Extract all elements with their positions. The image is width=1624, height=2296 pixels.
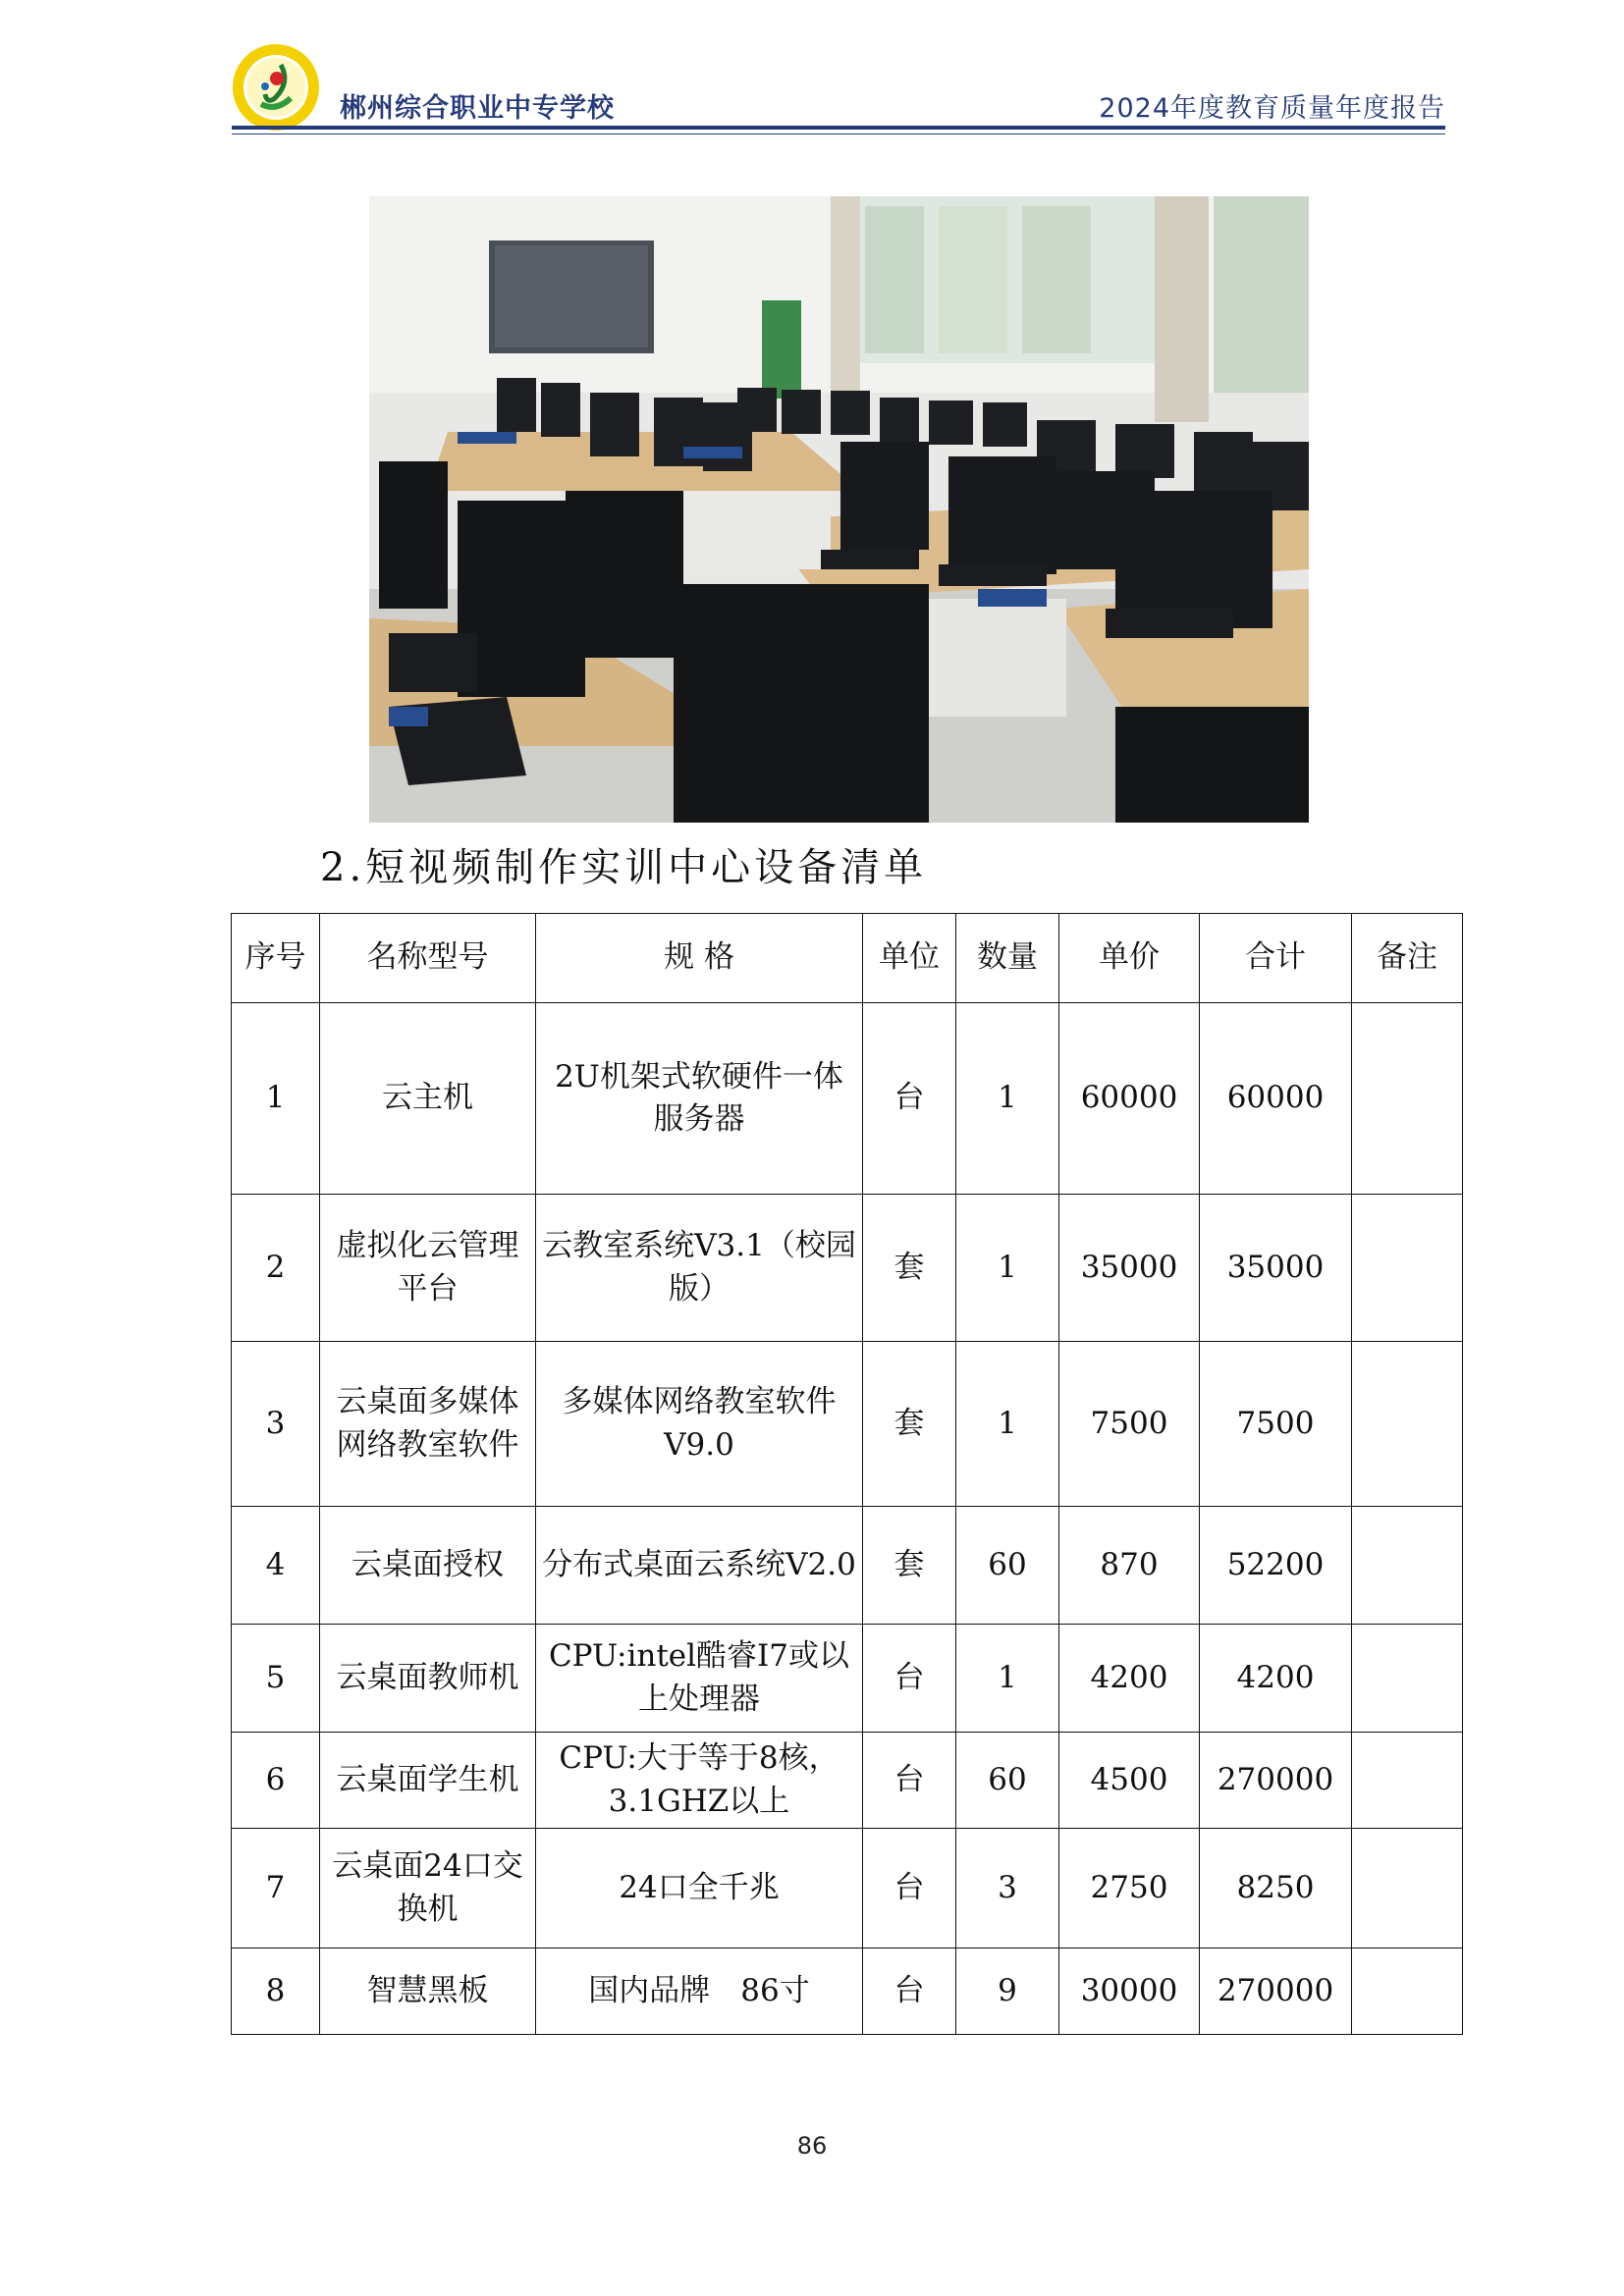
cell-no: 6 <box>232 1733 320 1829</box>
cell-qty: 60 <box>956 1733 1059 1829</box>
cell-note <box>1352 1507 1463 1625</box>
cell-name: 云桌面24口交换机 <box>320 1829 536 1949</box>
cell-name: 云主机 <box>320 1003 536 1195</box>
header-total: 合计 <box>1200 914 1352 1003</box>
school-logo-icon <box>232 43 320 132</box>
header-spec: 规 格 <box>536 914 863 1003</box>
cell-name: 虚拟化云管理平台 <box>320 1195 536 1342</box>
equipment-table <box>231 913 1463 2035</box>
cell-name: 智慧黑板 <box>320 1949 536 2035</box>
table-row <box>232 1733 1463 1829</box>
table-row <box>232 1625 1463 1733</box>
cell-note <box>1352 1949 1463 2035</box>
cell-no: 8 <box>232 1949 320 2035</box>
table-header-row <box>232 914 1463 1003</box>
table-row <box>232 1829 1463 1949</box>
table-row <box>232 1949 1463 2035</box>
cell-total: 4200 <box>1200 1625 1352 1733</box>
cell-qty: 9 <box>956 1949 1059 2035</box>
cell-price: 4500 <box>1059 1733 1200 1829</box>
table-row <box>232 1003 1463 1195</box>
cell-no: 3 <box>232 1342 320 1507</box>
cell-name: 云桌面多媒体网络教室软件 <box>320 1342 536 1507</box>
cell-no: 1 <box>232 1003 320 1195</box>
cell-price: 7500 <box>1059 1342 1200 1507</box>
cell-qty: 1 <box>956 1342 1059 1507</box>
cell-name: 云桌面学生机 <box>320 1733 536 1829</box>
cell-spec: 云教室系统V3.1（校园版） <box>536 1195 863 1342</box>
cell-spec: 2U机架式软硬件一体服务器 <box>536 1003 863 1195</box>
cell-total: 270000 <box>1200 1949 1352 2035</box>
table-row <box>232 1195 1463 1342</box>
table-row <box>232 1342 1463 1507</box>
cell-total: 52200 <box>1200 1507 1352 1625</box>
header-unit: 单位 <box>863 914 956 1003</box>
cell-note <box>1352 1003 1463 1195</box>
header-note: 备注 <box>1352 914 1463 1003</box>
cell-price: 4200 <box>1059 1625 1200 1733</box>
cell-note <box>1352 1829 1463 1949</box>
computer-lab-photo <box>369 196 1309 823</box>
section-title: 2.短视频制作实训中心设备清单 <box>320 845 928 890</box>
header-rule-thick <box>232 126 1445 130</box>
cell-total: 60000 <box>1200 1003 1352 1195</box>
cell-spec: 分布式桌面云系统V2.0 <box>536 1507 863 1625</box>
cell-unit: 台 <box>863 1003 956 1195</box>
cell-price: 35000 <box>1059 1195 1200 1342</box>
cell-unit: 套 <box>863 1195 956 1342</box>
cell-price: 30000 <box>1059 1949 1200 2035</box>
cell-unit: 台 <box>863 1625 956 1733</box>
cell-note <box>1352 1733 1463 1829</box>
cell-unit: 套 <box>863 1342 956 1507</box>
school-name: 郴州综合职业中专学校 <box>340 93 615 124</box>
cell-name: 云桌面教师机 <box>320 1625 536 1733</box>
cell-total: 35000 <box>1200 1195 1352 1342</box>
cell-price: 2750 <box>1059 1829 1200 1949</box>
cell-no: 4 <box>232 1507 320 1625</box>
cell-name: 云桌面授权 <box>320 1507 536 1625</box>
cell-price: 60000 <box>1059 1003 1200 1195</box>
cell-unit: 台 <box>863 1733 956 1829</box>
cell-spec: CPU:大于等于8核，3.1GHZ以上 <box>536 1733 863 1829</box>
cell-spec: 多媒体网络教室软件V9.0 <box>536 1342 863 1507</box>
cell-spec: CPU:intel酷睿I7或以上处理器 <box>536 1625 863 1733</box>
cell-spec: 24口全千兆 <box>536 1829 863 1949</box>
cell-qty: 60 <box>956 1507 1059 1625</box>
cell-no: 2 <box>232 1195 320 1342</box>
cell-note <box>1352 1625 1463 1733</box>
cell-total: 7500 <box>1200 1342 1352 1507</box>
page-number: 86 <box>796 2132 828 2160</box>
cell-note <box>1352 1195 1463 1342</box>
cell-total: 8250 <box>1200 1829 1352 1949</box>
header-qty: 数量 <box>956 914 1059 1003</box>
cell-qty: 1 <box>956 1625 1059 1733</box>
report-title: 2024年度教育质量年度报告 <box>1099 93 1445 124</box>
cell-note <box>1352 1342 1463 1507</box>
cell-qty: 1 <box>956 1195 1059 1342</box>
cell-qty: 3 <box>956 1829 1059 1949</box>
cell-total: 270000 <box>1200 1733 1352 1829</box>
cell-spec: 国内品牌 86寸 <box>536 1949 863 2035</box>
header-price: 单价 <box>1059 914 1200 1003</box>
header-rule-thin <box>232 133 1445 134</box>
cell-price: 870 <box>1059 1507 1200 1625</box>
cell-no: 5 <box>232 1625 320 1733</box>
table-row <box>232 1507 1463 1625</box>
header-no: 序号 <box>232 914 320 1003</box>
page-header <box>232 43 1445 133</box>
cell-unit: 台 <box>863 1949 956 2035</box>
cell-no: 7 <box>232 1829 320 1949</box>
cell-unit: 套 <box>863 1507 956 1625</box>
cell-qty: 1 <box>956 1003 1059 1195</box>
header-name: 名称型号 <box>320 914 536 1003</box>
cell-unit: 台 <box>863 1829 956 1949</box>
